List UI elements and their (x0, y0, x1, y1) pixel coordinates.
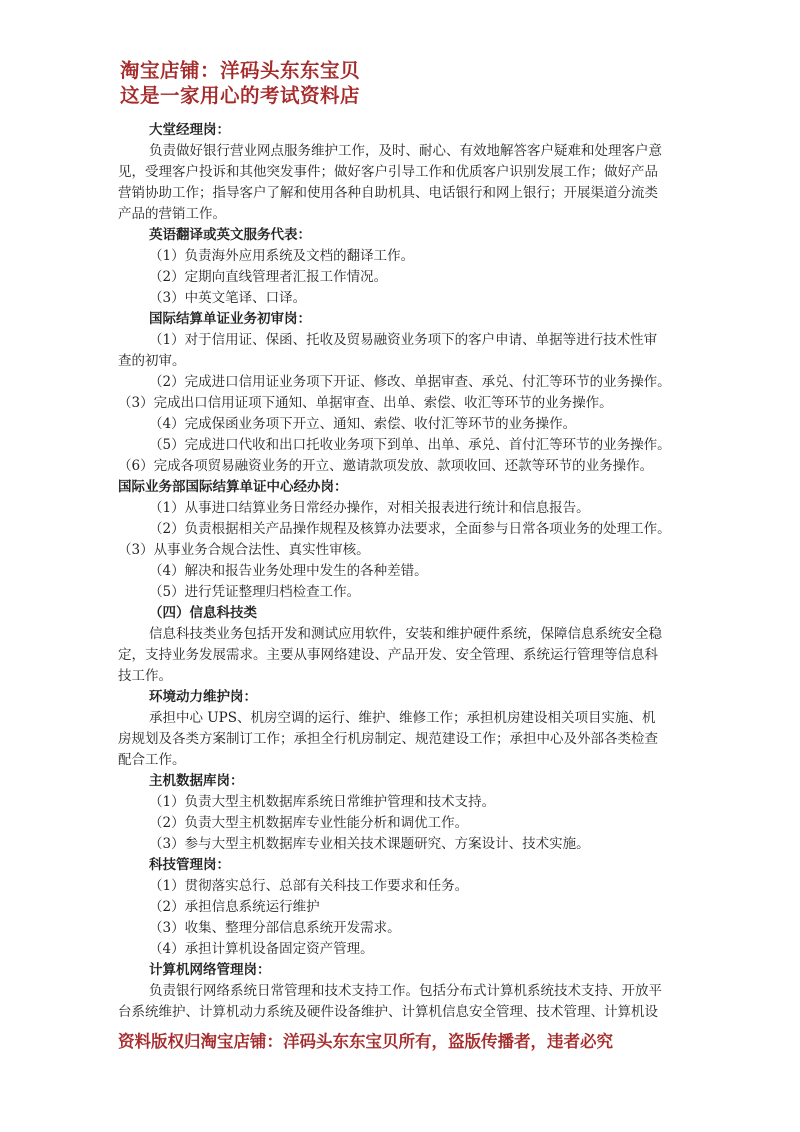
paragraph-line: 定，支持业务发展需求。主要从事网络建设、产品开发、安全管理、系统运行管理等信息科 (118, 647, 658, 663)
list-item: （2）负责根据相关产品操作规程及核算办法要求，全面参与日常各项业务的处理工作。 (149, 521, 671, 537)
paragraph-line: 配合工作。 (118, 752, 186, 768)
paragraph-line: 信息科技类业务包括开发和测试应用软件，安装和维护硬件系统，保障信息系统安全稳 (149, 626, 662, 642)
shop-slogan-line: 这是一家用心的考试资料店 (120, 84, 361, 107)
list-item: （6）完成各项贸易融资业务的开立、邀请款项发放、款项收回、还款等环节的业务操作。 (118, 458, 654, 474)
list-item: （5）进行凭证整理归档检查工作。 (149, 584, 361, 600)
paragraph-line: 负责银行网络系统日常管理和技术支持工作。包括分布式计算机系统技术支持、开放平 (149, 983, 662, 999)
list-item: （4）解决和报告业务处理中发生的各种差错。 (149, 563, 428, 579)
list-item: （3）中英文笔译、口译。 (149, 290, 307, 306)
list-item: （3）完成出口信用证项下通知、单据审查、出单、索偿、收汇等环节的业务操作。 (118, 395, 613, 411)
list-item: （1）对于信用证、保函、托收及贸易融资业务项下的客户申请、单据等进行技术性审 (149, 332, 658, 348)
paragraph-line: 房规划及各类方案制订工作；承担全行机房制定、规范建设工作；承担中心及外部各类检查 (118, 731, 658, 747)
list-item: （3）从事业务合规合法性、真实性审核。 (118, 542, 370, 558)
shop-name-line: 淘宝店铺：洋码头东东宝贝 (120, 59, 361, 82)
list-item: （2）完成进口信用证业务项下开证、修改、单据审查、承兑、付汇等环节的业务操作。 (149, 374, 671, 390)
heading-tech-management: 科技管理岗： (149, 857, 230, 873)
list-item: （4）承担计算机设备固定资产管理。 (149, 941, 374, 957)
list-item: （2）负责大型主机数据库专业性能分析和调优工作。 (149, 815, 469, 831)
paragraph-line: 见，受理客户投诉和其他突发事件；做好客户引导工作和优质客户识别发展工作；做好产品 (118, 164, 658, 180)
list-item: （1）贯彻落实总行、总部有关科技工作要求和任务。 (149, 878, 469, 894)
heading-intl-settlement-review: 国际结算单证业务初审岗： (149, 311, 311, 327)
section-heading-it: （四）信息科技类 (149, 605, 257, 621)
list-item: （4）完成保函业务项下开立、通知、索偿、收付汇等环节的业务操作。 (149, 416, 577, 432)
list-item: （1）负责大型主机数据库系统日常维护管理和技术支持。 (149, 794, 496, 810)
heading-environment-power: 环境动力维护岗： (149, 689, 257, 705)
paragraph-line: 承担中心 UPS、机房空调的运行、维护、维修工作；承担机房建设相关项目实施、机 (149, 710, 656, 726)
heading-lobby-manager: 大堂经理岗： (149, 122, 230, 138)
list-item: （2）承担信息系统运行维护 (149, 899, 320, 915)
paragraph-line: 负责做好银行营业网点服务维护工作，及时、耐心、有效地解答客户疑难和处理客户意 (149, 143, 662, 159)
paragraph-line: 产品的营销工作。 (118, 206, 226, 222)
list-item: （3）收集、整理分部信息系统开发需求。 (149, 920, 401, 936)
shop-header (120, 58, 360, 108)
heading-english-translation: 英语翻译或英文服务代表： (149, 227, 311, 243)
list-item: （3）参与大型主机数据库专业相关技术课题研究、方案设计、技术实施。 (149, 836, 590, 852)
paragraph-line: 技工作。 (118, 668, 172, 684)
list-item: （1）负责海外应用系统及文档的翻译工作。 (149, 248, 415, 264)
list-item: （1）从事进口结算业务日常经办操作，对相关报表进行统计和信息报告。 (149, 500, 590, 516)
heading-network-management: 计算机网络管理岗： (149, 962, 271, 978)
paragraph-line: 营销协助工作；指导客户了解和使用各种自助机具、电话银行和网上银行；开展渠道分流类 (118, 185, 658, 201)
copyright-notice: 资料版权归淘宝店铺：洋码头东东宝贝所有，盗版传播者，违者必究 (118, 1032, 613, 1051)
list-item-continuation: 查的初审。 (118, 353, 186, 369)
paragraph-line: 台系统维护、计算机动力系统及硬件设备维护、计算机信息安全管理、技术管理、计算机设 (118, 1004, 658, 1020)
list-item: （5）完成进口代收和出口托收业务项下到单、出单、承兑、首付汇等环节的业务操作。 (149, 437, 671, 453)
heading-intl-settlement-center: 国际业务部国际结算单证中心经办岗： (118, 479, 348, 495)
list-item: （2）定期向直线管理者汇报工作情况。 (149, 269, 388, 285)
heading-mainframe-db: 主机数据库岗： (149, 773, 244, 789)
